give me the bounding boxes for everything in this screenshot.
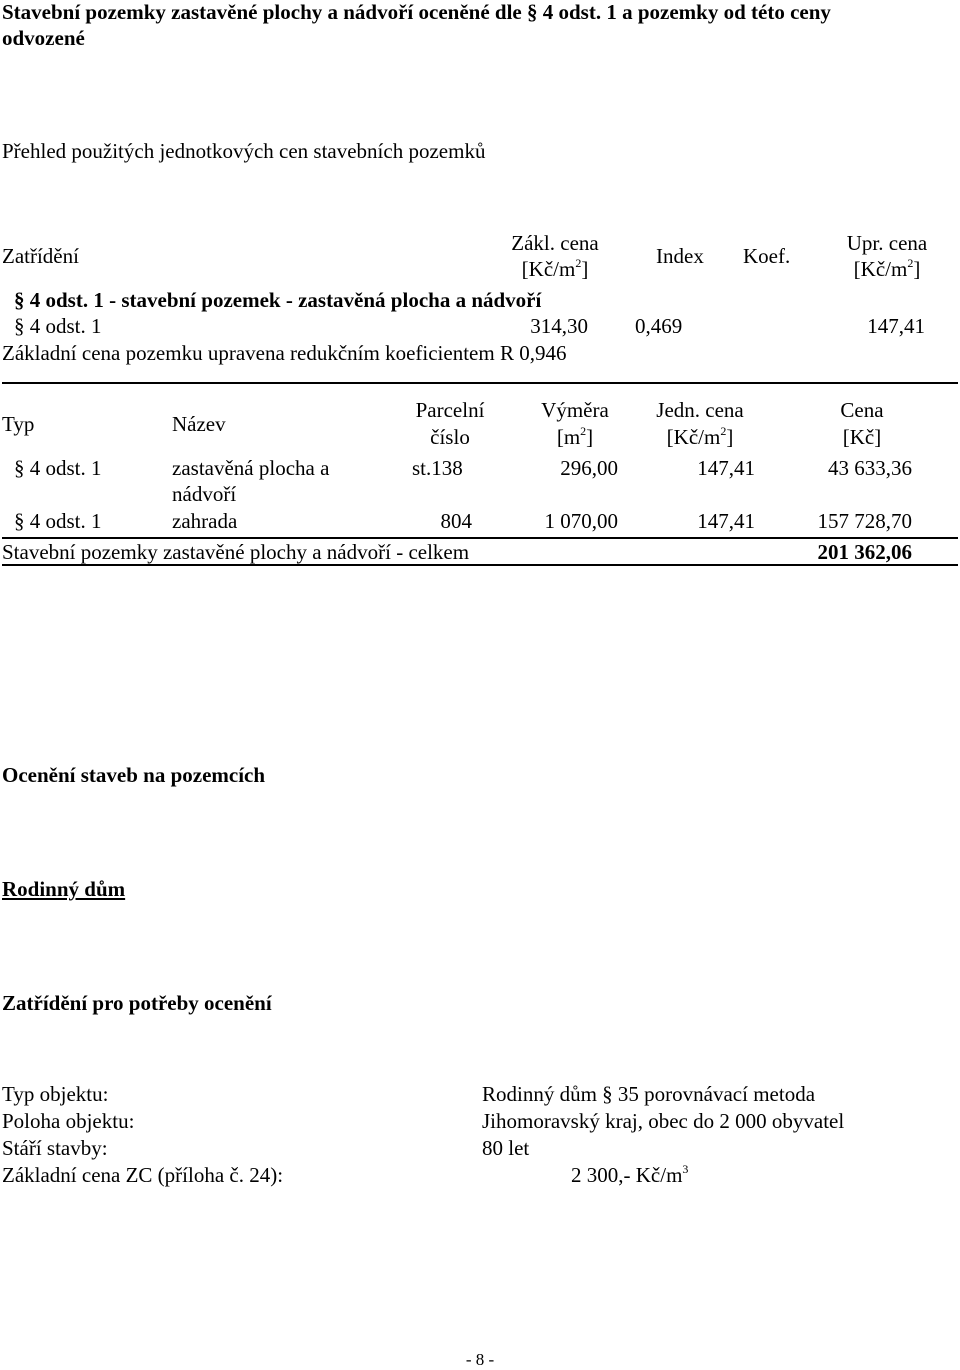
land-header-unit-price-line2: $[Kč/m^2]$ xyxy=(666,424,734,449)
page-number: - 8 - xyxy=(465,1350,495,1369)
land-row-area: 1 070,00 xyxy=(544,509,618,533)
land-row-parcel: st.138 xyxy=(412,456,463,480)
overview-title: Přehled použitých jednotkových cen stavebních pozemků xyxy=(2,139,486,163)
detail-type-value: Rodinný dům § 35 porovnávací metoda xyxy=(482,1082,816,1106)
divider xyxy=(2,537,958,539)
land-row-name-line1: zahrada xyxy=(172,509,238,533)
detail-price-value: 2 300,- $Kč/m^3$ xyxy=(571,1162,689,1187)
land-row-type: § 4 odst. 1 xyxy=(14,509,102,533)
land-header-price-line2: [Kč] xyxy=(842,425,882,449)
detail-location-value: Jihomoravský kraj, obec do 2 000 obyvatel xyxy=(482,1109,845,1133)
detail-location-label: Poloha objektu: xyxy=(2,1109,135,1133)
land-header-parcel-line2: číslo xyxy=(430,425,470,449)
section-classification: Zatřídění pro potřeby ocenění xyxy=(2,991,272,1015)
land-header-name: Název xyxy=(172,412,226,436)
land-total-value: 201 362,06 xyxy=(817,540,912,564)
detail-age-value: 80 let xyxy=(482,1136,530,1160)
land-row-type: § 4 odst. 1 xyxy=(14,456,102,480)
header-base-price-line2: $[Kč/m^2]$ xyxy=(521,256,589,281)
land-row-unit-price: 147,41 xyxy=(697,456,755,480)
land-header-unit-price-line1: Jedn. cena xyxy=(656,398,744,422)
land-row-parcel: 804 xyxy=(440,509,472,533)
land-row-name-line2: nádvoří xyxy=(172,482,237,506)
header-adj-price-line1: Upr. cena xyxy=(846,231,928,255)
detail-type-label: Typ objektu: xyxy=(2,1082,109,1106)
divider xyxy=(2,564,958,566)
section-house: Rodinný dům xyxy=(2,877,126,901)
detail-age-label: Stáří stavby: xyxy=(2,1136,108,1160)
page-heading-line2: odvozené xyxy=(2,26,85,50)
land-header-area-line2: $[m^2]$ xyxy=(556,424,594,449)
header-classification: Zatřídění xyxy=(2,244,79,268)
price-row-index: 0,469 xyxy=(635,314,683,338)
price-row-adj-price: 147,41 xyxy=(867,314,925,338)
price-row-base-price: 314,30 xyxy=(530,314,588,338)
land-total-label: Stavební pozemky zastavěné plochy a nádvoří - celkem xyxy=(2,540,470,564)
land-row-price: 43 633,36 xyxy=(828,456,912,480)
land-header-area-line1: Výměra xyxy=(541,398,609,422)
divider xyxy=(2,382,958,384)
land-header-type: Typ xyxy=(2,412,35,436)
land-header-price-line1: Cena xyxy=(840,398,884,422)
price-group-label: § 4 odst. 1 - stavební pozemek - zastavěná plocha a nádvoří xyxy=(14,288,542,312)
land-row-unit-price: 147,41 xyxy=(697,509,755,533)
land-header-parcel-line1: Parcelní xyxy=(415,398,485,422)
land-row-price: 157 728,70 xyxy=(817,509,912,533)
header-coef: Koef. xyxy=(743,244,791,268)
page-heading-line1: Stavební pozemky zastavěné plochy a nádvoří oceněné dle § 4 odst. 1 a pozemky od této ceny xyxy=(2,0,831,24)
price-row-classification: § 4 odst. 1 xyxy=(14,314,102,338)
header-base-price-line1: Zákl. cena xyxy=(511,231,599,255)
land-row-area: 296,00 xyxy=(560,456,618,480)
header-adj-price-line2: $[Kč/m^2]$ xyxy=(853,256,921,281)
price-note: Základní cena pozemku upravena redukčním koeficientem R 0,946 xyxy=(2,341,567,365)
detail-price-label: Základní cena ZC (příloha č. 24): xyxy=(2,1163,284,1187)
header-index: Index xyxy=(656,244,704,268)
land-row-name-line1: zastavěná plocha a xyxy=(172,456,330,480)
section-buildings: Ocenění staveb na pozemcích xyxy=(2,763,266,787)
